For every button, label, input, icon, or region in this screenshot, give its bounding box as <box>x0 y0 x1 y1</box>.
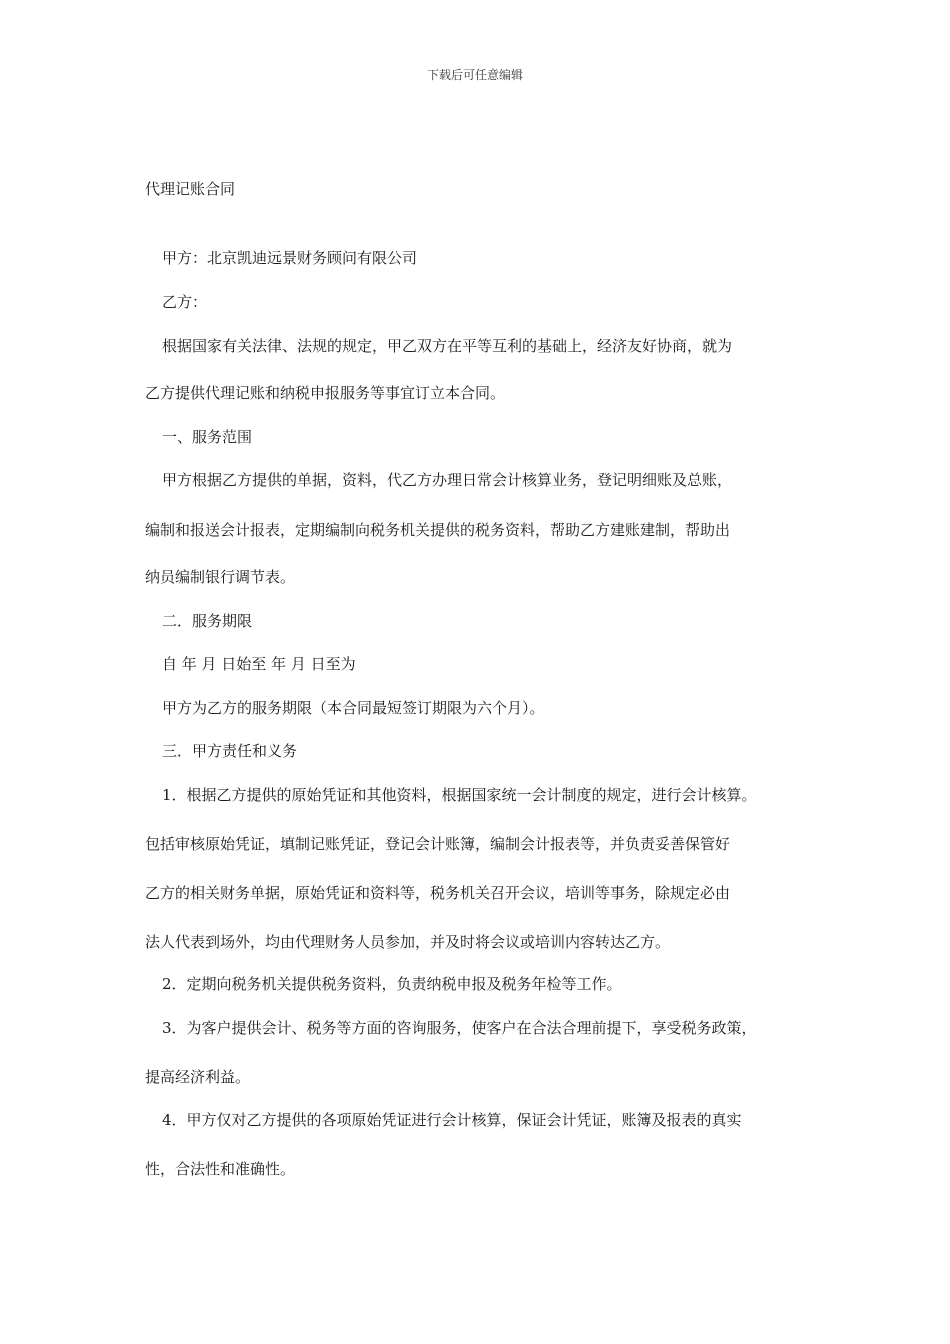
clause-line: 3．为客户提供会计、税务等方面的咨询服务，使客户在合法合理前提下，享受税务政策， <box>162 1019 757 1037</box>
body-line: 纳员编制银行调节表。 <box>145 568 296 586</box>
clause-line: 提高经济利益。 <box>145 1068 251 1086</box>
document-title: 代理记账合同 <box>145 180 236 198</box>
section-heading: 一、服务范围 <box>162 428 253 446</box>
clause-line: 包括审核原始凭证，填制记账凭证，登记会计账簿，编制会计报表等，并负责妥善保管好 <box>145 835 731 853</box>
clause-line: 4．甲方仅对乙方提供的各项原始凭证进行会计核算，保证会计凭证，账簿及报表的真实 <box>162 1111 742 1129</box>
body-line: 自 年 月 日始至 年 月 日至为 <box>162 655 356 673</box>
section-heading: 三．甲方责任和义务 <box>162 742 298 760</box>
clause-line: 性，合法性和准确性。 <box>145 1160 296 1178</box>
party-a-line: 甲方：北京凯迪远景财务顾问有限公司 <box>162 249 418 267</box>
body-line: 甲方根据乙方提供的单据，资料，代乙方办理日常会计核算业务，登记明细账及总账， <box>162 471 733 489</box>
clause-line: 2．定期向税务机关提供税务资料，负责纳税申报及税务年检等工作。 <box>162 975 622 993</box>
section-heading: 二．服务期限 <box>162 612 253 630</box>
clause-line: 1．根据乙方提供的原始凭证和其他资料，根据国家统一会计制度的规定，进行会计核算。 <box>162 786 757 804</box>
clause-line: 乙方的相关财务单据，原始凭证和资料等，税务机关召开会议，培训等事务，除规定必由 <box>145 884 731 902</box>
clause-line: 法人代表到场外，均由代理财务人员参加，并及时将会议或培训内容转达乙方。 <box>145 933 671 951</box>
body-line: 根据国家有关法律、法规的规定，甲乙双方在平等互利的基础上，经济友好协商，就为 <box>162 337 733 355</box>
body-line: 甲方为乙方的服务期限（本合同最短签订期限为六个月）。 <box>162 699 545 717</box>
page-header-note: 下载后可任意编辑 <box>426 68 523 82</box>
body-line: 编制和报送会计报表，定期编制向税务机关提供的税务资料，帮助乙方建账建制，帮助出 <box>145 521 731 539</box>
body-line: 乙方提供代理记账和纳税申报服务等事宜订立本合同。 <box>145 384 506 402</box>
party-b-line: 乙方： <box>162 293 208 311</box>
